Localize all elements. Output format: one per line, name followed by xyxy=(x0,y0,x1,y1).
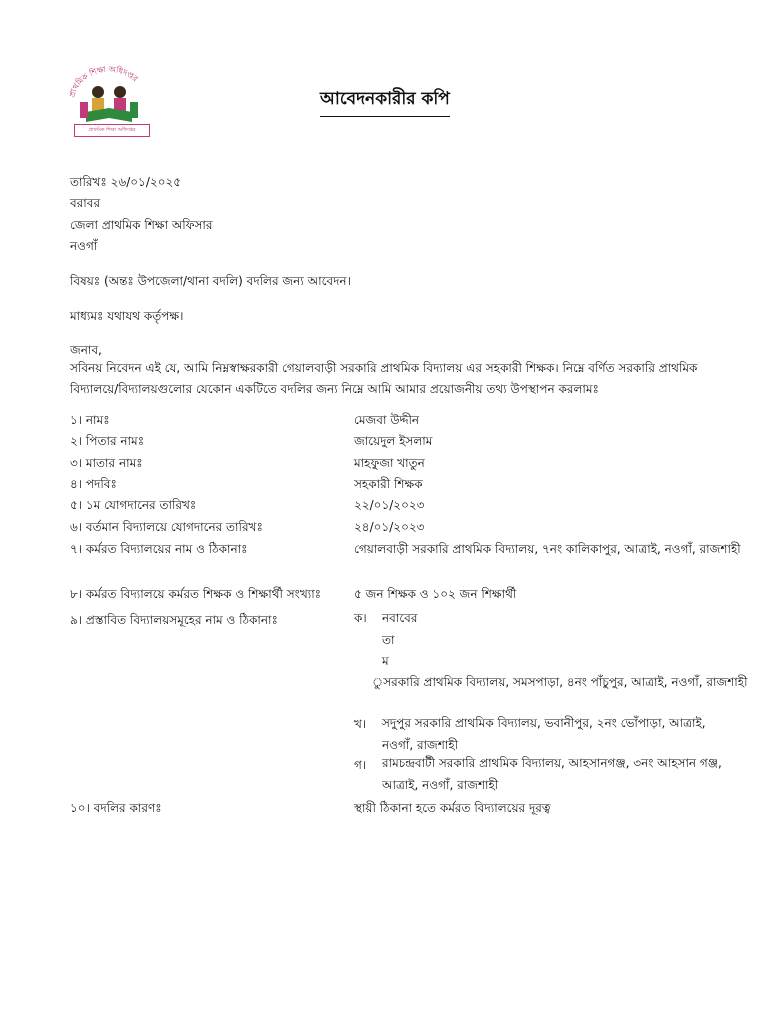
proposed-ka-line-1: নবাবের xyxy=(382,611,418,625)
proposed-ga-text: রামচন্দ্রবাটী সরকারি প্রাথমিক বিদ্যালয়, আহসানগঞ্জ, ৩নং আহসান গঞ্জ, আত্রাই, নওগাঁ, রাজশাহী xyxy=(382,756,722,792)
proposed-kha-text: সদুপুর সরকারি প্রাথমিক বিদ্যালয়, ভবানীপুর, ২নং ভোঁপাড়া, আত্রাই, নওগাঁ, রাজশাহী xyxy=(382,716,706,752)
field-value-current-school: গেয়ালবাড়ী সরকারি প্রাথমিক বিদ্যালয়, ৭নং কালিকাপুর, আত্রাই, নওগাঁ, রাজশাহী xyxy=(354,542,741,556)
letter-date: তারিখঃ ২৬/০১/২০২৫ xyxy=(70,175,182,189)
letter-body: সবিনয় নিবেদন এই যে, আমি নিম্নস্বাক্ষরকারী গেয়ালবাড়ী সরকারি প্রাথমিক বিদ্যালয় এর সহকারী শিক্ষক। নিম্নে বর্ণিত সরকারি প্রাথমিক বিদ্যালয়ে/বিদ্যালয়গুলোর যেকোন একটিতে বদলির জন্য নিম্নে আমি আমার প্রয়োজনীয় তথ্য উপস্থাপন করলামঃ xyxy=(70,361,698,396)
proposed-ka-line-3: ম xyxy=(382,654,389,668)
field-label-father: ২। পিতার নামঃ xyxy=(70,434,145,448)
field-value-staff-count: ৫ জন শিক্ষক ও ১০২ জন শিক্ষার্থী xyxy=(354,587,517,601)
letter-place: নওগাঁ xyxy=(70,239,98,253)
proposed-kha-mark: খ। xyxy=(354,717,367,731)
field-label-mother: ৩। মাতার নামঃ xyxy=(70,456,143,470)
proposed-ka-line-2: তা xyxy=(382,633,395,647)
letter-salutation: জনাব, xyxy=(70,343,102,357)
field-value-current-joining: ২৪/০১/২০২৩ xyxy=(354,520,425,534)
field-label-proposed-schools: ৯। প্রস্তাবিত বিদ্যালয়সমূহের নাম ও ঠিকানাঃ xyxy=(70,613,278,627)
field-label-reason: ১০। বদলির কারণঃ xyxy=(70,801,162,815)
proposed-ka-line-4: ুসরকারি প্রাথমিক বিদ্যালয়, সমসপাড়া, ৪নং পাঁচুপুর, আত্রাই, নওগাঁ, রাজশাহী xyxy=(372,675,748,689)
field-label-staff-count: ৮। কর্মরত বিদ্যালয়ে কর্মরত শিক্ষক ও শিক্ষার্থী সংখ্যাঃ xyxy=(70,587,322,601)
field-label-designation: ৪। পদবিঃ xyxy=(70,477,117,491)
proposed-ga-mark: গ। xyxy=(354,758,367,772)
field-label-current-school: ৭। কর্মরত বিদ্যালয়ের নাম ও ঠিকানাঃ xyxy=(70,542,248,556)
proposed-ka-mark: ক। xyxy=(354,611,367,625)
page-title: আবেদনকারীর কপি xyxy=(320,86,450,117)
field-value-reason: স্থায়ী ঠিকানা হতে কর্মরত বিদ্যালয়ের দূরত্ব xyxy=(354,801,551,815)
field-value-mother: মাহফুজা খাতুন xyxy=(354,456,425,470)
field-value-first-joining: ২২/০১/২০২৩ xyxy=(354,498,425,512)
field-value-father: জায়েদুল ইসলাম xyxy=(354,434,433,448)
field-value-designation: সহকারী শিক্ষক xyxy=(354,477,423,491)
letter-recipient: জেলা প্রাথমিক শিক্ষা অফিসার xyxy=(70,218,213,232)
letter-channel: মাধ্যমঃ যথাযথ কর্তৃপক্ষ। xyxy=(70,309,184,323)
svg-text:প্রাথমিক শিক্ষা অধিদপ্তর: প্রাথমিক শিক্ষা অধিদপ্তর xyxy=(67,64,140,99)
letter-to: বরাবর xyxy=(70,196,101,210)
field-label-current-joining: ৬। বর্তমান বিদ্যালয়ে যোগদানের তারিখঃ xyxy=(70,520,263,534)
letter-subject: বিষয়ঃ (অন্তঃ উপজেলা/থানা বদলি) বদলির জন্য আবেদন। xyxy=(70,274,351,288)
field-label-first-joining: ৫। ১ম যোগদানের তারিখঃ xyxy=(70,498,197,512)
field-label-name: ১। নামঃ xyxy=(70,413,110,427)
field-value-name: মেজবা উদ্দীন xyxy=(354,413,420,427)
logo-caption: প্রাথমিক শিক্ষা অধিদপ্তর xyxy=(74,124,150,137)
